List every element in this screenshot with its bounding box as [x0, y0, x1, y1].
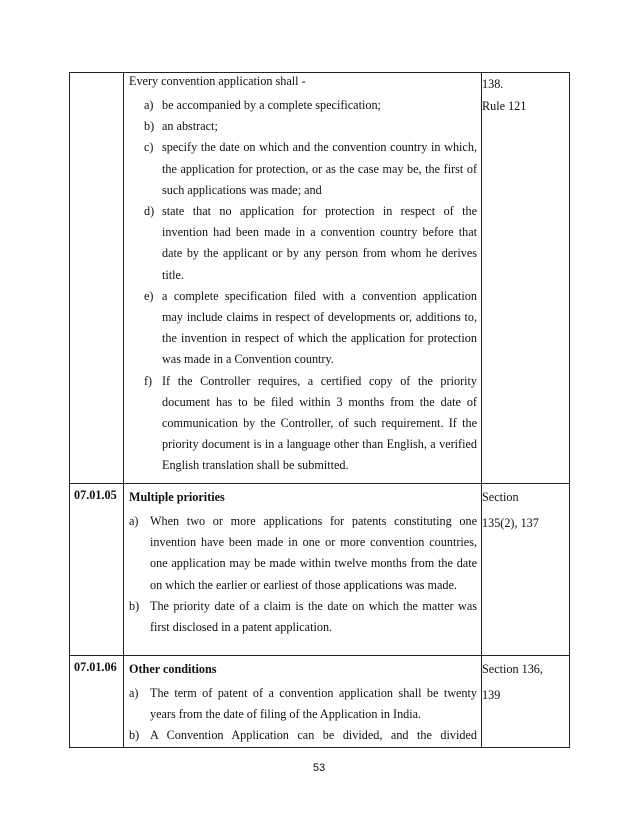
reference-line: 138.: [482, 77, 504, 91]
item-text: A Convention Application can be divided, and the divided: [150, 728, 477, 743]
item-label: b): [129, 728, 140, 743]
table-row: [70, 656, 570, 748]
list-item: [124, 596, 481, 638]
item-text: state that no application for protection in respect of the invention had been made in a convention country before that date by the applicant or by any person from whom he derives title.: [162, 204, 477, 282]
page-number: 53: [312, 762, 326, 774]
reference-line: Rule 121: [482, 99, 527, 113]
reference-line: Section: [482, 490, 519, 504]
item-text: The priority date of a claim is the date on which the matter was first disclosed in a patent application.: [150, 598, 477, 635]
section-number-cell: [70, 73, 124, 484]
reference-cell: [482, 656, 570, 748]
item-text: If the Controller requires, a certified copy of the priority document has to be filed within 3 months from the date of communication by the Controller, of such requirement. If the priority document is in a language other than English, a verified English translation shall be submitted.: [162, 373, 477, 473]
section-heading: Other conditions: [129, 662, 217, 676]
item-text: The term of patent of a convention application shall be twenty years from the date of filing of the Application in India.: [150, 686, 477, 722]
list-item: [124, 137, 481, 201]
item-label: a): [129, 514, 139, 528]
list-item: [124, 511, 481, 596]
provision-text-cell: [124, 656, 482, 748]
table-row: [70, 484, 570, 656]
section-heading: Multiple priorities: [129, 490, 225, 504]
list-item: [124, 116, 481, 137]
reference-cell: [482, 73, 570, 484]
reference-line: Section 136,: [482, 662, 543, 676]
reference-line: 135(2), 137: [482, 516, 539, 530]
list-item: [124, 725, 481, 746]
section-number-cell: 07.01.05: [70, 484, 124, 656]
item-text: When two or more applications for patents constituting one invention have been made in one or more convention countries, one application may be made within twelve months from the date on which the earlier or earliest of those applications was made.: [150, 514, 477, 592]
item-label: f): [144, 373, 153, 388]
list-item: [124, 95, 481, 116]
list-item: [124, 371, 481, 477]
provision-text-cell: [124, 484, 482, 656]
item-label: e): [144, 288, 154, 303]
provisions-table: [69, 72, 570, 748]
section-number-cell: 07.01.06: [70, 656, 124, 748]
item-label: a): [129, 686, 139, 700]
item-label: a): [144, 98, 154, 112]
item-label: d): [144, 204, 155, 219]
item-text: an abstract;: [162, 119, 218, 134]
item-text: a complete specification filed with a convention application may include claims in respect of developments or, additions to, the invention in respect of which the application for protection was made in a Convention country.: [162, 288, 477, 367]
intro-text: Every convention application shall -: [129, 74, 306, 88]
list-item: [124, 201, 481, 286]
item-text: be accompanied by a complete specification;: [162, 98, 381, 112]
provision-text-cell: [124, 73, 482, 484]
item-label: b): [144, 119, 155, 134]
reference-line: 139: [482, 688, 501, 702]
reference-cell: [482, 484, 570, 656]
table-row: [70, 73, 570, 484]
item-label: b): [129, 598, 140, 613]
list-item: [124, 286, 481, 371]
list-item: [124, 683, 481, 725]
item-text: specify the date on which and the convention country in which, the application for protection, or as the case may be, the first of such applications was made; and: [162, 140, 477, 197]
item-label: c): [144, 140, 154, 155]
